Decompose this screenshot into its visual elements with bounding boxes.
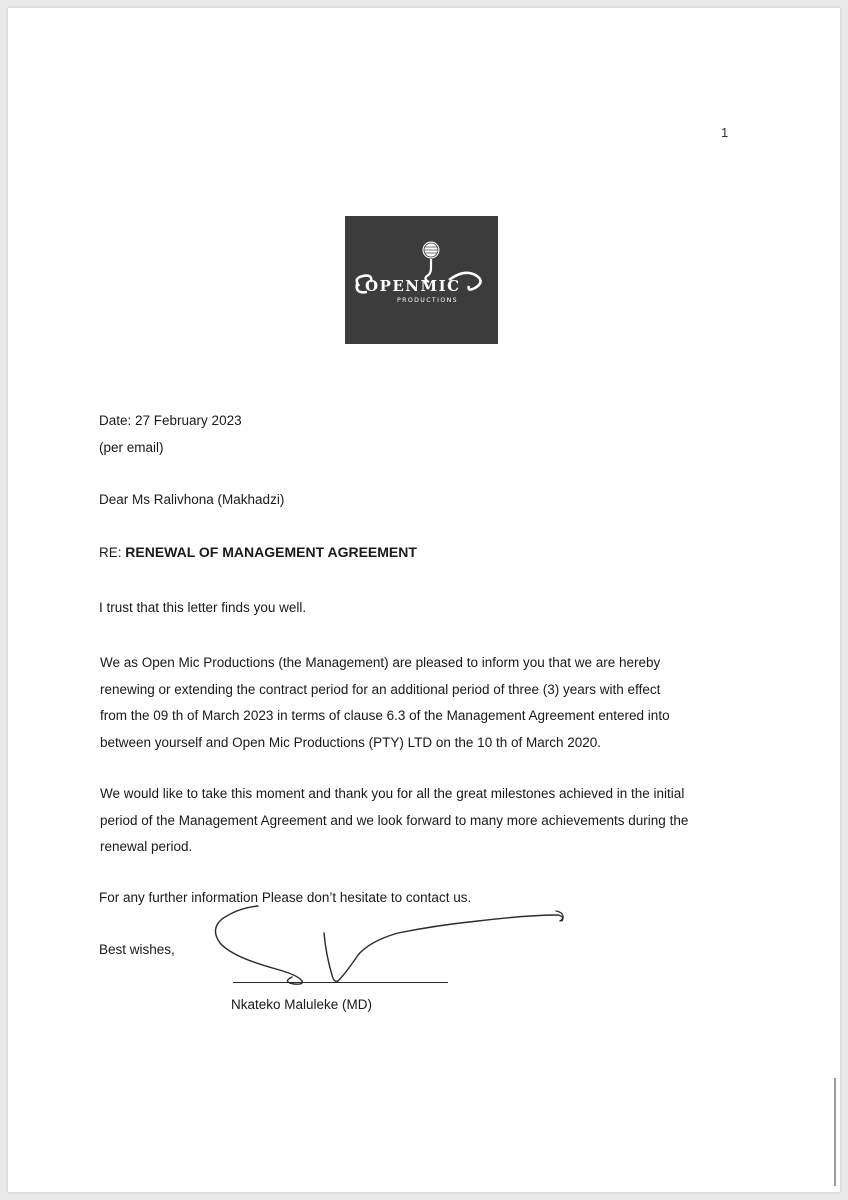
paragraph-line: renewing or extending the contract period for an additional period of three (3) years with effect [100, 681, 661, 697]
paragraph-line: renewal period. [100, 839, 193, 854]
page-edge-divider [834, 1078, 836, 1186]
svg-text:PRODUCTIONS: PRODUCTIONS [397, 297, 458, 304]
subject-line [99, 539, 417, 566]
subject-text: RENEWAL OF MANAGEMENT AGREEMENT [125, 544, 417, 560]
delivery-method: (per email) [99, 440, 164, 455]
paragraph-line: period of the Management Agreement and we look forward to many more achievements during the [100, 812, 689, 828]
paragraph-line: We as Open Mic Productions (the Management) are pleased to inform you that we are hereby [100, 655, 661, 670]
paragraph-renewal [100, 650, 670, 756]
closing-information: For any further information Please don’t hesitate to contact us. [99, 890, 472, 905]
sign-off: Best wishes, [99, 942, 175, 957]
paragraph-line: We would like to take this moment and thank you for all the great milestones achieved in the initial [100, 786, 685, 801]
letter-page [8, 8, 840, 1192]
handwritten-signature [198, 903, 578, 993]
paragraph-thanks [100, 781, 688, 861]
greeting: I trust that this letter finds you well. [99, 600, 307, 615]
letter-date: Date: 27 February 2023 [99, 413, 242, 428]
paragraph-line: between yourself and Open Mic Productions (PTY) LTD on the 10 th of March 2020. [100, 734, 602, 750]
paragraph-line: from the 09 th of March 2023 in terms of clause 6.3 of the Management Agreement entered into [100, 708, 670, 723]
microphone-logo-icon [345, 216, 498, 344]
salutation: Dear Ms Ralivhona (Makhadzi) [99, 492, 285, 507]
signature-line [233, 982, 448, 983]
signatory-name: Nkateko Maluleke (MD) [231, 997, 373, 1012]
company-logo [345, 216, 498, 344]
page-number: 1 [721, 125, 729, 140]
subject-prefix: RE: [99, 545, 126, 560]
svg-text:OPENMIC: OPENMIC [365, 277, 461, 295]
